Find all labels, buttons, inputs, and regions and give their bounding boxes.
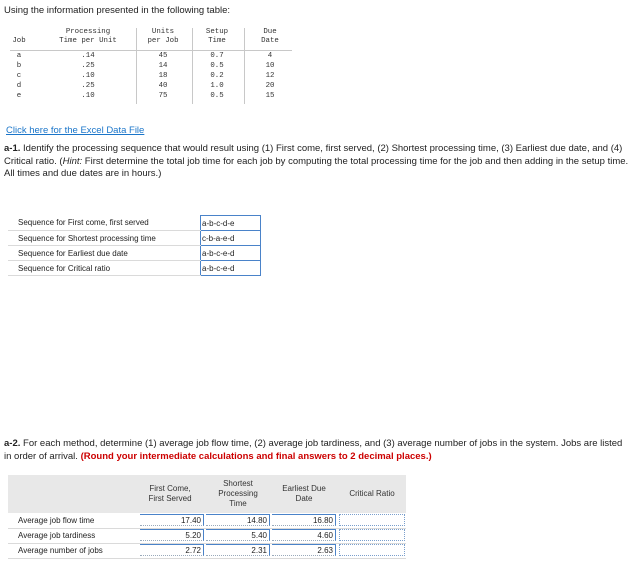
excel-data-link[interactable]: Click here for the Excel Data File <box>6 125 145 136</box>
sequence-label: Sequence for First come, first served <box>8 216 201 231</box>
a1-label: a-1. <box>4 143 21 154</box>
answer-input-spt[interactable]: 14.80 <box>206 514 270 526</box>
job-cell-proc: .10 <box>81 72 95 80</box>
averages-row-label: Average job flow time <box>18 516 95 525</box>
header-edd-2: Date <box>295 494 313 503</box>
answer-input-edd[interactable]: 16.80 <box>272 514 336 526</box>
job-cell-job: c <box>16 72 22 80</box>
job-cell-setup: 1.0 <box>210 82 224 90</box>
header-spt-2: Processing <box>218 489 258 498</box>
sequence-value: c-b-a-e-d <box>202 233 235 243</box>
averages-header <box>8 475 406 513</box>
header-critical-ratio: Critical Ratio <box>349 489 395 498</box>
header-fcfs <box>138 484 202 504</box>
job-cell-due: 20 <box>265 82 275 90</box>
job-cell-proc: .25 <box>81 82 95 90</box>
job-cell-proc: .25 <box>81 62 95 70</box>
answer-input-cr[interactable] <box>339 514 405 526</box>
job-cell-units: 14 <box>158 62 168 70</box>
header-setup-2: Time <box>208 37 226 45</box>
sequence-row <box>8 261 261 276</box>
intro-text: Using the information presented in the following table: <box>4 5 231 16</box>
sequence-label: Sequence for Shortest processing time <box>8 231 201 246</box>
job-cell-setup: 0.7 <box>210 52 224 60</box>
answer-input-fcfs[interactable]: 17.40 <box>140 514 204 526</box>
sequence-label: Sequence for Earliest due date <box>8 246 201 261</box>
sequence-value: a-b-c-e-d <box>202 263 235 273</box>
sequence-value: a-b-c-d-e <box>202 218 235 228</box>
header-edd-1: Earliest Due <box>282 484 326 493</box>
column-divider <box>136 28 137 104</box>
averages-row-label: Average job tardiness <box>18 531 96 540</box>
hint-label: Hint: <box>62 155 83 167</box>
answer-input-edd[interactable]: 2.63 <box>272 544 336 556</box>
answer-input-fcfs[interactable]: 2.72 <box>140 544 204 556</box>
answer-input-spt[interactable]: 2.31 <box>206 544 270 556</box>
sequence-table <box>8 215 261 276</box>
answer-input-spt[interactable]: 5.40 <box>206 529 270 541</box>
rounding-instruction: (Round your intermediate calculations and final answers to 2 decimal places.) <box>80 450 432 462</box>
sequence-value: a-b-c-e-d <box>202 248 235 258</box>
column-divider <box>244 28 245 104</box>
job-cell-job: d <box>16 82 22 90</box>
header-processing-2: Time per Unit <box>59 37 117 45</box>
job-cell-proc: .14 <box>81 52 95 60</box>
a2-text: For each method, determine (1) average job flow time, (2) average job tardiness, and (3) average number of jobs in the system. Jobs are listed in order of arrival. <box>4 438 623 462</box>
averages-row <box>8 528 406 544</box>
column-divider <box>192 28 193 104</box>
job-cell-units: 75 <box>158 92 168 100</box>
sequence-label: Sequence for Critical ratio <box>8 261 201 276</box>
job-cell-setup: 0.5 <box>210 62 224 70</box>
answer-input-fcfs[interactable]: 5.20 <box>140 529 204 541</box>
job-cell-job: e <box>16 92 22 100</box>
averages-row <box>8 543 406 559</box>
sequence-input[interactable] <box>201 216 261 231</box>
answer-input-edd[interactable]: 4.60 <box>272 529 336 541</box>
header-edd <box>272 484 336 504</box>
job-cell-due: 10 <box>265 62 275 70</box>
header-job: Job <box>12 37 26 45</box>
sequence-input[interactable] <box>201 261 261 276</box>
job-cell-due: 12 <box>265 72 275 80</box>
header-units-1: Units <box>151 28 175 36</box>
job-cell-setup: 0.2 <box>210 72 224 80</box>
sequence-row <box>8 216 261 231</box>
question-a1 <box>4 143 630 181</box>
job-cell-due: 15 <box>265 92 275 100</box>
sequence-input[interactable] <box>201 246 261 261</box>
job-cell-proc: .10 <box>81 92 95 100</box>
job-cell-units: 18 <box>158 72 168 80</box>
header-spt <box>206 479 270 509</box>
question-a2 <box>4 438 630 463</box>
job-cell-units: 45 <box>158 52 168 60</box>
job-data-table <box>8 28 298 108</box>
a2-label: a-2. <box>4 438 21 449</box>
averages-row <box>8 513 406 529</box>
header-setup-1: Setup <box>205 28 229 36</box>
averages-row-label: Average number of jobs <box>18 546 103 555</box>
sequence-row <box>8 231 261 246</box>
a1-text: Identify the processing sequence that would result using (1) First come, first served, (2) Shortest processing time, (3) Earliest due date, and (4) Critical ratio. ( <box>4 143 623 167</box>
answer-input-cr[interactable] <box>339 544 405 556</box>
header-fcfs-1: First Come, <box>149 484 191 493</box>
sequence-input[interactable] <box>201 231 261 246</box>
hint-text: First determine the total job time for each job by computing the total processing time for the job and then adding in the setup time. All times and due dates are in hours.) <box>4 155 629 179</box>
answer-input-cr[interactable] <box>339 529 405 541</box>
job-cell-due: 4 <box>267 52 273 60</box>
header-due-2: Date <box>261 37 279 45</box>
job-cell-setup: 0.5 <box>210 92 224 100</box>
sequence-row <box>8 246 261 261</box>
header-spt-1: Shortest <box>223 479 253 488</box>
header-due-1: Due <box>263 28 277 36</box>
header-processing-1: Processing <box>65 28 111 36</box>
job-cell-job: a <box>16 52 22 60</box>
job-cell-job: b <box>16 62 22 70</box>
header-units-2: per Job <box>147 37 179 45</box>
header-fcfs-2: First Served <box>148 494 192 503</box>
job-cell-units: 40 <box>158 82 168 90</box>
header-spt-3: Time <box>229 499 247 508</box>
